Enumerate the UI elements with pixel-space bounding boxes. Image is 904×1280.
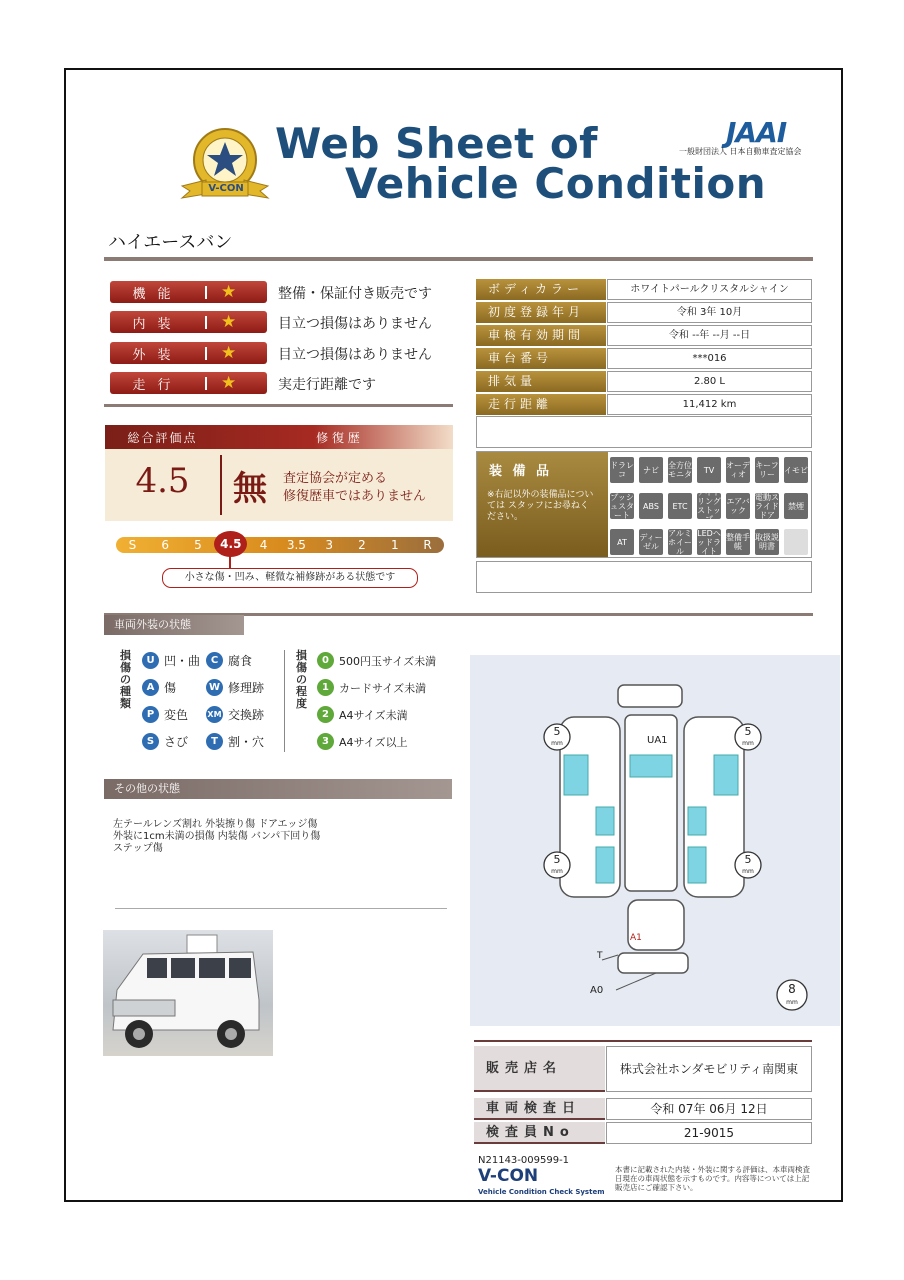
depth-value: 5 xyxy=(553,853,561,866)
equipment-item: AT xyxy=(610,529,634,555)
eval-label: 内装 xyxy=(132,316,183,332)
spec-value: ***016 xyxy=(607,348,812,369)
overall-panel xyxy=(105,425,453,521)
grade-2: 2 xyxy=(358,538,366,552)
damage-degree xyxy=(317,706,408,723)
grade-R: R xyxy=(423,538,432,552)
depth-unit: mm xyxy=(786,999,798,1006)
equipment-item: 禁煙 xyxy=(784,493,808,519)
damage-diagram xyxy=(470,655,840,1026)
equipment-item: 取扱説明書 xyxy=(755,529,779,555)
score-header: 総合評価点 xyxy=(127,431,198,445)
eval-divider xyxy=(205,286,207,299)
other-line-3: ステップ傷 xyxy=(113,843,163,854)
score-divider xyxy=(220,455,222,515)
depth-badge xyxy=(735,727,761,749)
vcon-badge-text: V-CON xyxy=(208,183,244,194)
eval-label: 機能 xyxy=(132,286,183,302)
spec-label: 初度登録年月 xyxy=(476,302,606,323)
eval-divider xyxy=(205,347,207,360)
damage-type-name: 修理跡 xyxy=(228,681,265,695)
damage-type xyxy=(142,652,200,669)
depth-badge xyxy=(735,855,761,877)
damage-types-label: 損傷の種類 xyxy=(120,649,131,710)
vcon-badge-logo xyxy=(176,124,274,204)
eval-text: 整備・保証付き販売です xyxy=(278,286,432,302)
equipment-note: ※右記以外の装備品については スタッフにお尋ねください。 xyxy=(487,490,594,522)
degree-name: カードサイズ未満 xyxy=(339,681,427,695)
equipment-label: 装 備 品 xyxy=(489,464,553,479)
other-line-2: 外装に1cm未満の損傷 内装傷 バンパ下回り傷 xyxy=(113,831,321,842)
depth-value: 5 xyxy=(744,725,752,738)
history-mark: 無 xyxy=(233,469,267,509)
eval-row-interior xyxy=(110,311,267,333)
depth-unit: mm xyxy=(742,740,754,747)
title-line-1: Web Sheet of xyxy=(275,119,598,168)
grade-4.5: 4.5 xyxy=(214,531,247,557)
equipment-item xyxy=(784,529,808,555)
other-rule xyxy=(115,908,447,909)
eval-label: 外装 xyxy=(132,347,183,363)
grade-1: 1 xyxy=(390,538,399,552)
damage-degree xyxy=(317,679,426,696)
other-line-1: 左テールレンズ割れ 外装擦り傷 ドアエッジ傷 xyxy=(113,819,318,830)
equipment-item: オーディオ xyxy=(726,457,750,483)
star-icon: ★ xyxy=(221,282,237,302)
equipment-item: エアバック xyxy=(726,493,750,519)
equipment-item: プッシュスタート xyxy=(610,492,634,520)
damage-code-badge: U xyxy=(142,652,159,669)
equipment-item: 全方位モニタ xyxy=(668,457,692,483)
diagram-label-ua1: UA1 xyxy=(647,735,668,746)
depth-unit: mm xyxy=(742,868,754,875)
history-text-1: 査定協会が定める xyxy=(283,471,388,486)
damage-type-name: 交換跡 xyxy=(228,708,265,722)
inspect-date: 令和 07年 06月 12日 xyxy=(606,1098,812,1120)
damage-type xyxy=(142,733,188,750)
spec-value: 2.80 L xyxy=(607,371,812,392)
spec-blank-box xyxy=(476,416,812,448)
title-line-2: Vehicle Condition xyxy=(345,159,767,208)
sheet-number: N21143-009599-1 xyxy=(478,1155,570,1166)
damage-type-name: 凹・曲 xyxy=(164,654,201,668)
spec-label: ボディカラー xyxy=(476,279,606,300)
degree-code-badge: 2 xyxy=(317,706,334,723)
exterior-section-title: 車両外装の状態 xyxy=(104,615,244,635)
car-photo xyxy=(103,930,273,1056)
grade-6: 6 xyxy=(161,538,170,552)
depth-value: 5 xyxy=(744,853,752,866)
damage-type-name: 変色 xyxy=(164,708,189,722)
depth-value: 5 xyxy=(553,725,561,738)
grade-4: 4 xyxy=(259,538,268,552)
equipment-item: イモビ xyxy=(784,457,808,483)
equipment-item: ナビ xyxy=(639,457,663,483)
equipment-item: 整備手帳 xyxy=(726,529,750,555)
eval-text: 目立つ損傷はありません xyxy=(278,347,432,363)
damage-degree-label: 損傷の程度 xyxy=(296,649,307,710)
jaai-name: 一般財団法人 日本自動車査定協会 xyxy=(679,147,802,156)
depth-badge xyxy=(544,727,570,749)
spec-label: 排気量 xyxy=(476,371,606,392)
damage-type-name: 腐食 xyxy=(228,654,253,668)
diagram-label-a0: A0 xyxy=(590,985,604,996)
diagram-label-a1: A1 xyxy=(630,933,642,943)
damage-type xyxy=(206,679,264,696)
inspector-no: 21-9015 xyxy=(606,1122,812,1144)
shop-label: 販売店名 xyxy=(474,1046,605,1092)
equipment-item: ディーゼル xyxy=(639,529,663,555)
diagram-label-t: T xyxy=(597,951,603,961)
damage-code-badge: XM xyxy=(206,706,223,723)
equipment-item: ETC xyxy=(668,493,692,519)
spec-value: 令和 3年 10月 xyxy=(607,302,812,323)
title-rule xyxy=(104,257,813,261)
spec-value: 令和 --年 --月 --日 xyxy=(607,325,812,346)
eval-row-function xyxy=(110,281,267,303)
overall-score: 4.5 xyxy=(135,461,190,501)
depth-value: 8 xyxy=(788,982,796,996)
damage-degree xyxy=(317,733,408,750)
eval-text: 目立つ損傷はありません xyxy=(278,316,432,332)
degree-name: A4サイズ以上 xyxy=(339,735,408,749)
other-section-title: その他の状態 xyxy=(104,779,452,799)
star-icon: ★ xyxy=(221,373,237,393)
spec-label: 車検有効期間 xyxy=(476,325,606,346)
inspector-label: 検査員No xyxy=(474,1122,605,1144)
grade-5: 5 xyxy=(194,538,202,552)
equipment-item: アルミホイール xyxy=(668,528,692,556)
car-name: ハイエースバン xyxy=(108,232,233,253)
degree-code-badge: 0 xyxy=(317,652,334,669)
degree-name: 500円玉サイズ未満 xyxy=(339,654,437,668)
damage-degree xyxy=(317,652,436,669)
equipment-item: ドラレコ xyxy=(610,457,634,483)
spec-label: 車台番号 xyxy=(476,348,606,369)
equipment-item: LEDヘッドライト xyxy=(697,528,721,556)
damage-code-badge: A xyxy=(142,679,159,696)
spec-label: 走行距離 xyxy=(476,394,606,415)
damage-type xyxy=(142,706,188,723)
eval-label: 走行 xyxy=(132,377,183,393)
eval-divider xyxy=(205,316,207,329)
shop-name: 株式会社ホンダモビリティ南関東 xyxy=(606,1046,812,1092)
jaai-logo: JAAI xyxy=(726,116,787,149)
degree-code-badge: 3 xyxy=(317,733,334,750)
eval-divider xyxy=(205,377,207,390)
damage-code-badge: C xyxy=(206,652,223,669)
history-text-2: 修復歴車ではありません xyxy=(283,489,427,504)
inspect-date-label: 車両検査日 xyxy=(474,1098,605,1120)
grade-3.5: 3.5 xyxy=(286,538,306,552)
depth-badge xyxy=(544,855,570,877)
spec-value: ホワイトパールクリスタルシャイン xyxy=(607,279,812,300)
equipment-item: ABS xyxy=(639,493,663,519)
degree-name: A4サイズ未満 xyxy=(339,708,408,722)
damage-type xyxy=(206,733,264,750)
eval-row-mileage xyxy=(110,372,267,394)
equipment-item: アイドリングストップ xyxy=(697,488,721,524)
equipment-item: 電動スライドドア xyxy=(755,492,779,520)
grade-caption: 小さな傷・凹み、軽微な補修跡がある状態です xyxy=(162,568,418,588)
damage-type-name: さび xyxy=(164,735,189,749)
damage-code-badge: P xyxy=(142,706,159,723)
degree-code-badge: 1 xyxy=(317,679,334,696)
eval-row-exterior xyxy=(110,342,267,364)
damage-code-badge: T xyxy=(206,733,223,750)
equipment-item: TV xyxy=(697,457,721,483)
footer-disclaimer: 本書に記載された内装・外装に関する評価は、本車両検査日現在の車両状態を示すものです。内容等については上記販売店にご確認下さい。 xyxy=(615,1165,810,1192)
footer-vcon: V-CON xyxy=(478,1166,539,1186)
star-icon: ★ xyxy=(221,312,237,332)
star-icon: ★ xyxy=(221,343,237,363)
damage-type-name: 割・穴 xyxy=(228,735,265,749)
damage-type-name: 傷 xyxy=(164,681,177,695)
eval-rule xyxy=(104,404,453,407)
equipment-item: キーフリー xyxy=(755,457,779,483)
damage-type xyxy=(142,679,176,696)
spec-value: 11,412 km xyxy=(607,394,812,415)
damage-code-badge: W xyxy=(206,679,223,696)
damage-type xyxy=(206,706,264,723)
history-header: 修 復 歴 xyxy=(316,431,360,445)
depth-unit: mm xyxy=(551,868,563,875)
depth-badge xyxy=(777,984,807,1008)
eval-text: 実走行距離です xyxy=(278,377,376,393)
equipment-blank-box xyxy=(476,561,812,593)
damage-code-badge: S xyxy=(142,733,159,750)
depth-unit: mm xyxy=(551,740,563,747)
grade-S: S xyxy=(128,538,137,552)
grade-3: 3 xyxy=(325,538,334,552)
damage-divider xyxy=(284,650,285,752)
footer-vcon-sub: Vehicle Condition Check System xyxy=(478,1188,605,1196)
damage-type xyxy=(206,652,252,669)
